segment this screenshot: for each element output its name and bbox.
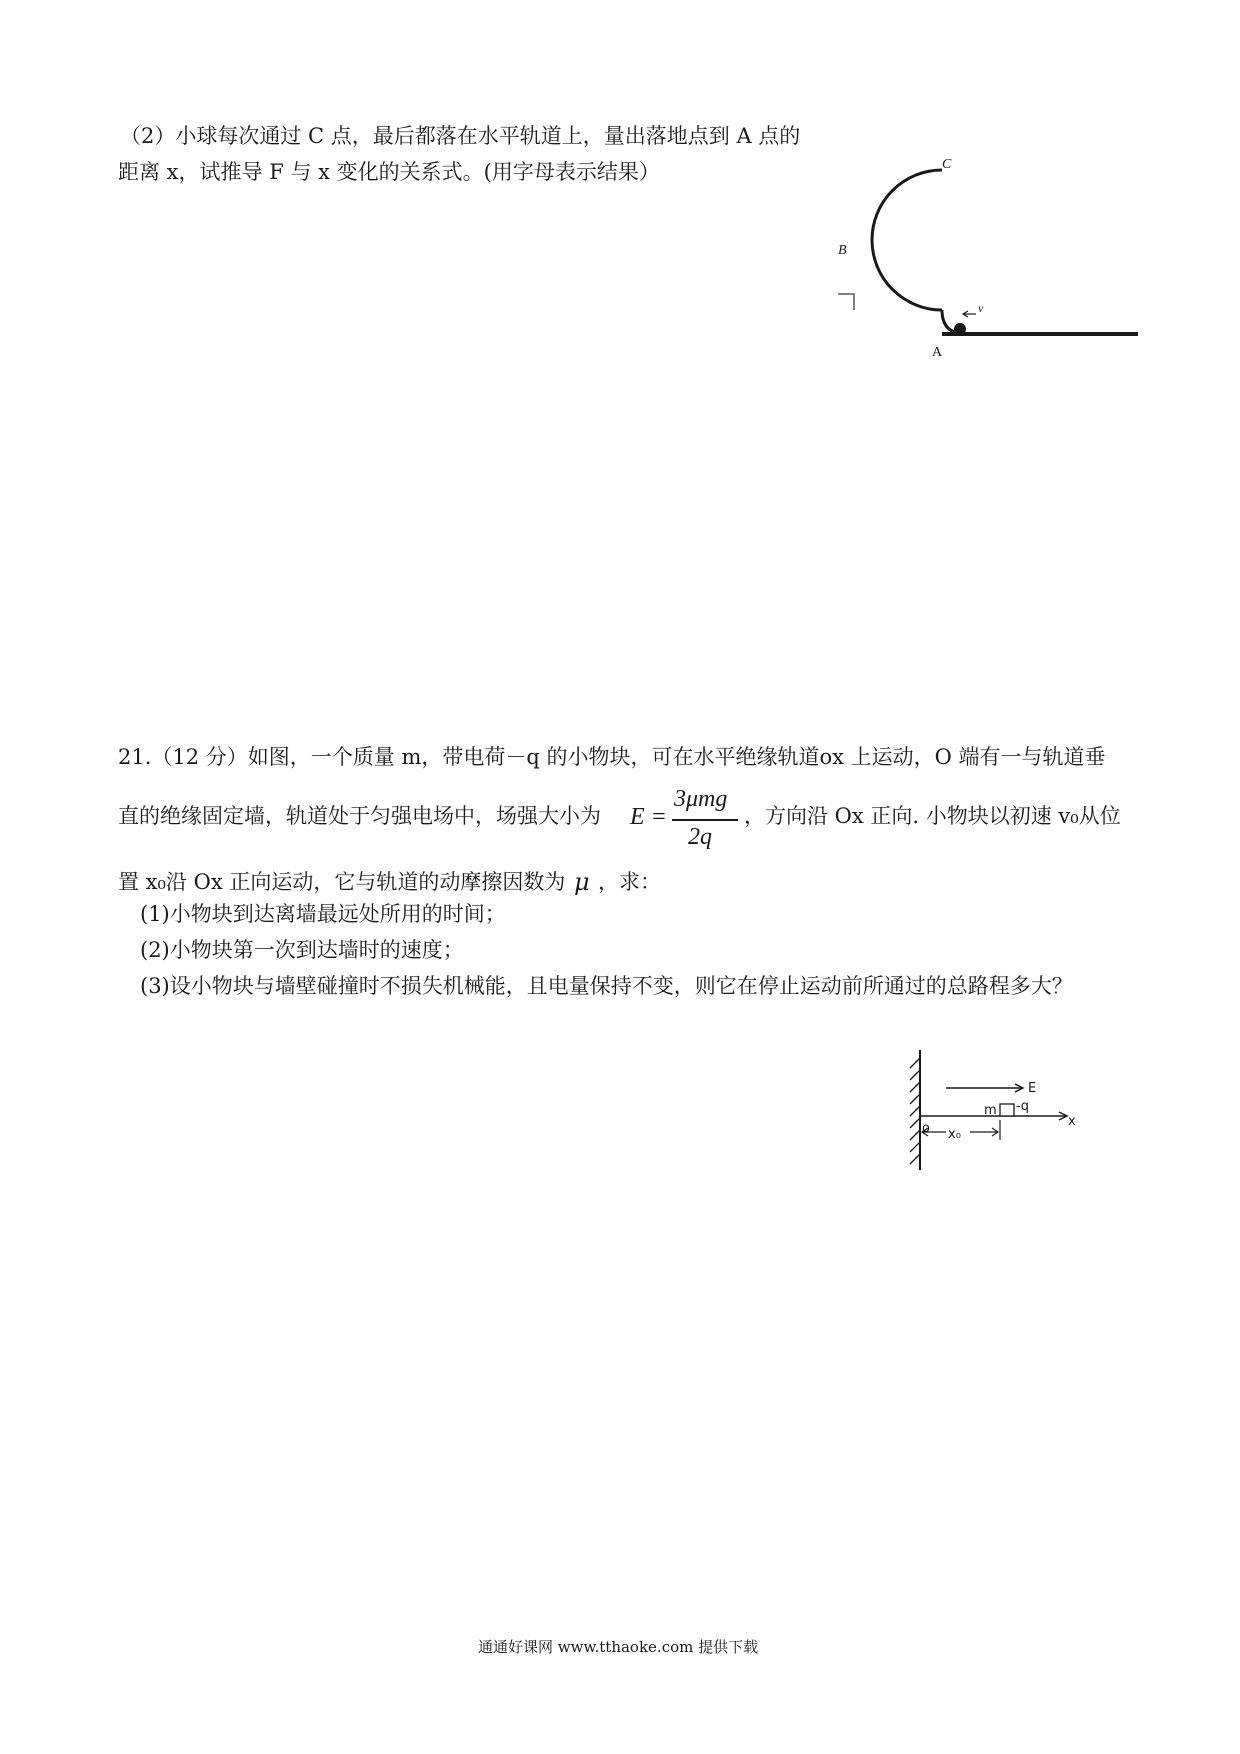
q21-sub1: (1)小物块到达离墙最远处所用的时间； [140, 902, 506, 926]
field-equation [630, 786, 742, 856]
equation-denominator: 2q [688, 824, 712, 850]
label-v: v [978, 301, 984, 315]
label-x0: x₀ [948, 1127, 961, 1142]
block [1000, 1104, 1014, 1116]
fraction-bar [672, 819, 738, 821]
semicircle-track-figure [820, 148, 1150, 368]
q21-sub2: (2)小物块第一次到达墙时的速度； [140, 938, 464, 962]
q21-line3-post: ，求： [598, 870, 661, 894]
label-charge: -q [1016, 1099, 1029, 1114]
q21-line3-pre: 置 x₀沿 Ox 正向运动，它与轨道的动摩擦因数为 [118, 870, 566, 894]
label-a: A [932, 345, 943, 360]
part2-line1: （2）小球每次通过 C 点，最后都落在水平轨道上，量出落地点到 A 点的 [120, 124, 801, 148]
q21-line1: 21.（12 分）如图，一个质量 m，带电荷－q 的小物块，可在水平绝缘轨道ox 上运动，O 端有一与轨道垂 [118, 745, 1106, 769]
label-e: E [1028, 1081, 1037, 1096]
part2-line2: 距离 x，试推导 F 与 x 变化的关系式。(用字母表示结果） [118, 160, 660, 184]
mu-symbol: μ [574, 868, 590, 896]
q21-sub3: (3)设小物块与墙壁碰撞时不损失机械能，且电量保持不变，则它在停止运动前所通过的总路程多大？ [140, 974, 1073, 998]
equation-numerator: 3μmg [674, 786, 728, 812]
equation-lhs: E = [630, 804, 667, 830]
semicircle-track [872, 170, 942, 310]
charged-block-figure [888, 1046, 1078, 1176]
q21-line2-post: ，方向沿 Ox 正向. 小物块以初速 v₀从位 [744, 804, 1121, 828]
label-b: B [838, 243, 847, 258]
label-o: o [922, 1121, 930, 1136]
corner-mark [838, 294, 854, 310]
label-c: C [942, 157, 952, 172]
label-m: m [984, 1103, 997, 1118]
q21-line2-pre: 直的绝缘固定墙，轨道处于匀强电场中，场强大小为 [118, 804, 601, 828]
footer-text: 通通好课网 www.tthaoke.com 提供下载 [478, 1638, 759, 1656]
ball [954, 323, 966, 335]
wall-hatching [910, 1058, 920, 1164]
label-x: x [1068, 1114, 1076, 1129]
